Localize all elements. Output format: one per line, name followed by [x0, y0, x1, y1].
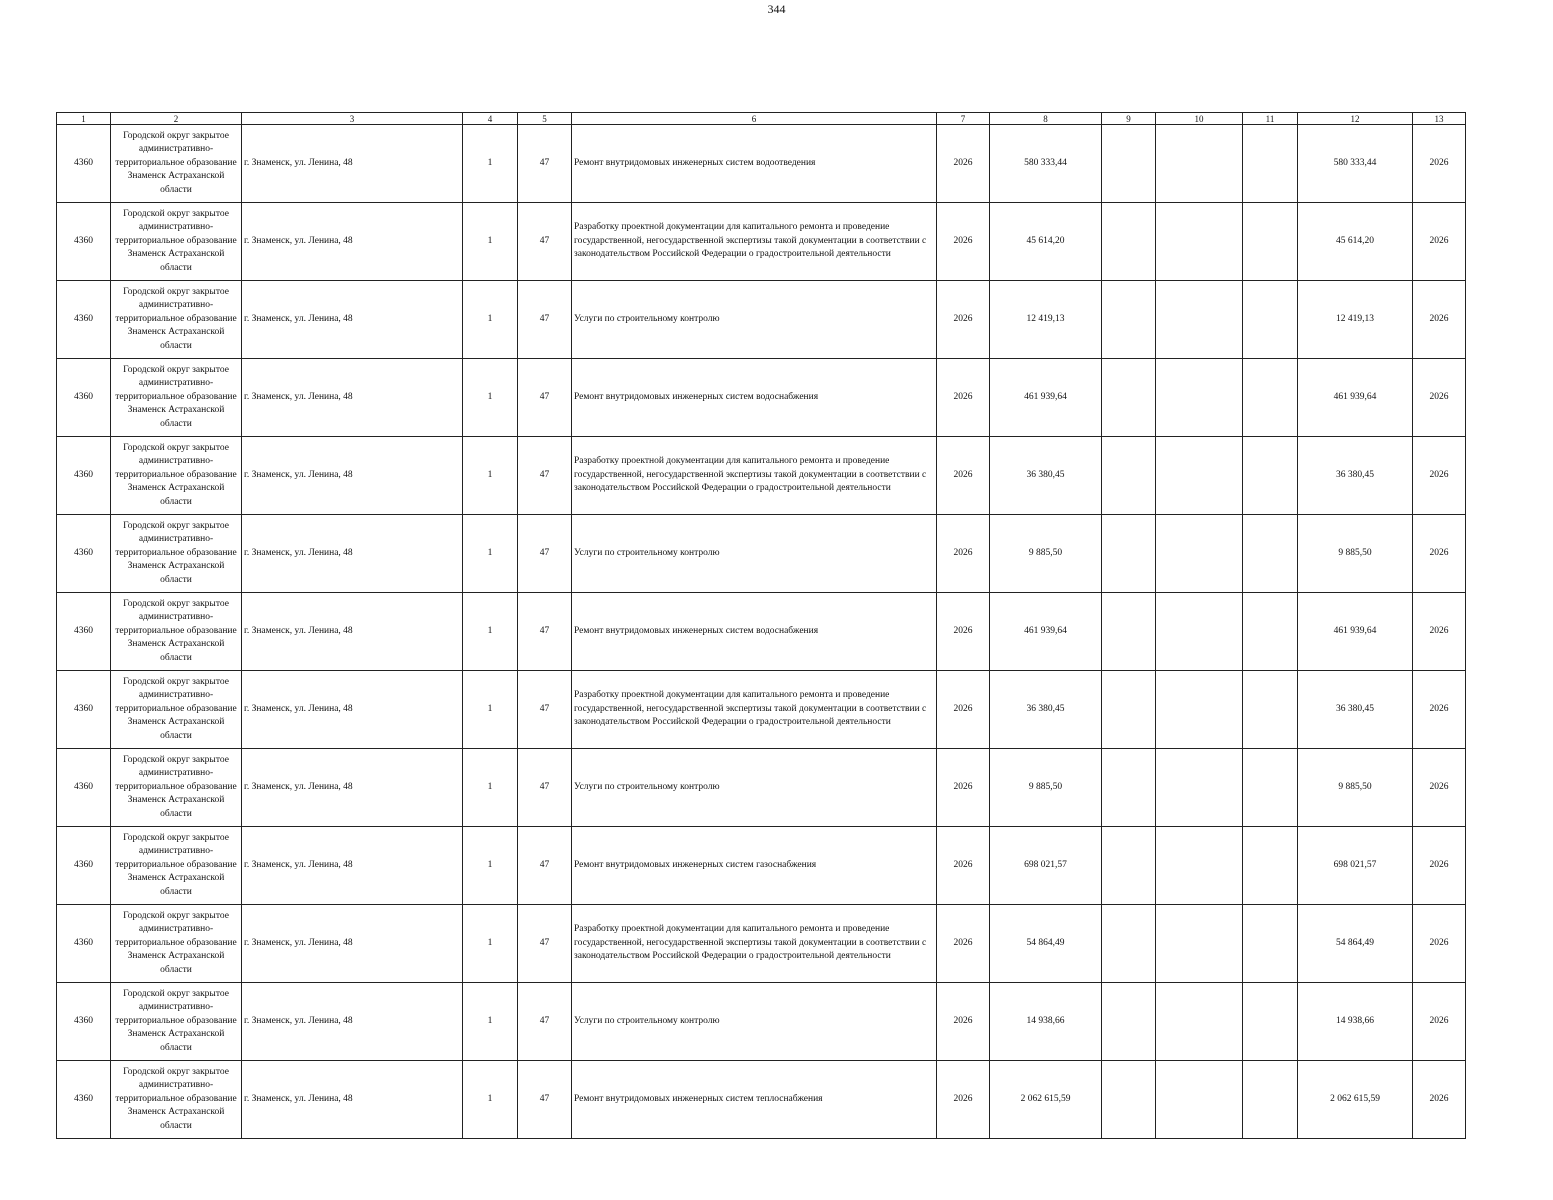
table-row [57, 359, 1466, 437]
cell-col-13: 2026 [1413, 749, 1466, 827]
cell-col-5: 47 [518, 359, 572, 437]
cell-col-13: 2026 [1413, 515, 1466, 593]
cell-col-5: 47 [518, 983, 572, 1061]
cell-col-11 [1243, 437, 1298, 515]
cell-col-6: Услуги по строительному контролю [572, 281, 937, 359]
column-header-7: 7 [937, 113, 990, 125]
cell-col-3: г. Знаменск, ул. Ленина, 48 [242, 749, 463, 827]
cell-col-1: 4360 [57, 671, 111, 749]
cell-col-6: Ремонт внутридомовых инженерных систем теплоснабжения [572, 1061, 937, 1139]
table-row [57, 203, 1466, 281]
cell-col-12: 461 939,64 [1298, 359, 1413, 437]
cell-col-3: г. Знаменск, ул. Ленина, 48 [242, 593, 463, 671]
cell-col-1: 4360 [57, 749, 111, 827]
cell-col-7: 2026 [937, 1061, 990, 1139]
cell-col-6: Ремонт внутридомовых инженерных систем водоотведения [572, 125, 937, 203]
cell-col-6: Разработку проектной документации для капитального ремонта и проведение государственной, негосударственной экспертизы такой документации в соответствии с законодательством Российской Федерации о градостроительной деятельности [572, 905, 937, 983]
cell-col-9 [1102, 125, 1156, 203]
cell-col-12: 36 380,45 [1298, 671, 1413, 749]
cell-col-2: Городской округ закрытое административно-территориальное образование Знаменск Астраханской области [111, 203, 242, 281]
header-row [57, 113, 1466, 125]
column-header-1: 1 [57, 113, 111, 125]
cell-col-11 [1243, 125, 1298, 203]
cell-col-4: 1 [463, 515, 518, 593]
cell-col-1: 4360 [57, 125, 111, 203]
cell-col-10 [1156, 515, 1243, 593]
cell-col-1: 4360 [57, 983, 111, 1061]
cell-col-2: Городской округ закрытое административно-территориальное образование Знаменск Астраханской области [111, 281, 242, 359]
cell-col-7: 2026 [937, 203, 990, 281]
column-header-13: 13 [1413, 113, 1466, 125]
cell-col-6: Разработку проектной документации для капитального ремонта и проведение государственной, негосударственной экспертизы такой документации в соответствии с законодательством Российской Федерации о градостроительной деятельности [572, 437, 937, 515]
cell-col-6: Разработку проектной документации для капитального ремонта и проведение государственной, негосударственной экспертизы такой документации в соответствии с законодательством Российской Федерации о градостроительной деятельности [572, 671, 937, 749]
cell-col-10 [1156, 905, 1243, 983]
column-header-8: 8 [990, 113, 1102, 125]
cell-col-9 [1102, 593, 1156, 671]
cell-col-9 [1102, 827, 1156, 905]
cell-col-9 [1102, 437, 1156, 515]
cell-col-11 [1243, 359, 1298, 437]
cell-col-5: 47 [518, 827, 572, 905]
cell-col-3: г. Знаменск, ул. Ленина, 48 [242, 281, 463, 359]
cell-col-7: 2026 [937, 749, 990, 827]
cell-col-8: 45 614,20 [990, 203, 1102, 281]
cell-col-8: 2 062 615,59 [990, 1061, 1102, 1139]
cell-col-13: 2026 [1413, 827, 1466, 905]
table-row [57, 905, 1466, 983]
cell-col-2: Городской округ закрытое административно-территориальное образование Знаменск Астраханской области [111, 671, 242, 749]
cell-col-8: 461 939,64 [990, 593, 1102, 671]
cell-col-9 [1102, 281, 1156, 359]
cell-col-9 [1102, 1061, 1156, 1139]
cell-col-7: 2026 [937, 593, 990, 671]
column-header-10: 10 [1156, 113, 1243, 125]
cell-col-8: 12 419,13 [990, 281, 1102, 359]
cell-col-10 [1156, 1061, 1243, 1139]
cell-col-5: 47 [518, 1061, 572, 1139]
cell-col-4: 1 [463, 593, 518, 671]
cell-col-8: 461 939,64 [990, 359, 1102, 437]
table-row [57, 281, 1466, 359]
cell-col-5: 47 [518, 125, 572, 203]
cell-col-10 [1156, 827, 1243, 905]
cell-col-1: 4360 [57, 437, 111, 515]
column-header-11: 11 [1243, 113, 1298, 125]
cell-col-2: Городской округ закрытое административно-территориальное образование Знаменск Астраханской области [111, 437, 242, 515]
cell-col-12: 36 380,45 [1298, 437, 1413, 515]
cell-col-8: 9 885,50 [990, 749, 1102, 827]
cell-col-4: 1 [463, 203, 518, 281]
column-header-2: 2 [111, 113, 242, 125]
cell-col-4: 1 [463, 1061, 518, 1139]
cell-col-4: 1 [463, 125, 518, 203]
cell-col-12: 461 939,64 [1298, 593, 1413, 671]
cell-col-12: 580 333,44 [1298, 125, 1413, 203]
cell-col-6: Услуги по строительному контролю [572, 983, 937, 1061]
cell-col-3: г. Знаменск, ул. Ленина, 48 [242, 1061, 463, 1139]
cell-col-13: 2026 [1413, 593, 1466, 671]
cell-col-11 [1243, 515, 1298, 593]
cell-col-3: г. Знаменск, ул. Ленина, 48 [242, 983, 463, 1061]
cell-col-8: 580 333,44 [990, 125, 1102, 203]
cell-col-10 [1156, 359, 1243, 437]
cell-col-2: Городской округ закрытое административно-территориальное образование Знаменск Астраханской области [111, 905, 242, 983]
cell-col-5: 47 [518, 203, 572, 281]
cell-col-4: 1 [463, 359, 518, 437]
page-number: 344 [767, 2, 786, 16]
table-row [57, 1061, 1466, 1139]
cell-col-3: г. Знаменск, ул. Ленина, 48 [242, 515, 463, 593]
cell-col-8: 36 380,45 [990, 671, 1102, 749]
cell-col-1: 4360 [57, 827, 111, 905]
cell-col-11 [1243, 827, 1298, 905]
cell-col-11 [1243, 905, 1298, 983]
cell-col-11 [1243, 281, 1298, 359]
cell-col-12: 12 419,13 [1298, 281, 1413, 359]
cell-col-6: Ремонт внутридомовых инженерных систем водоснабжения [572, 359, 937, 437]
cell-col-6: Разработку проектной документации для капитального ремонта и проведение государственной, негосударственной экспертизы такой документации в соответствии с законодательством Российской Федерации о градостроительной деятельности [572, 203, 937, 281]
cell-col-9 [1102, 905, 1156, 983]
cell-col-3: г. Знаменск, ул. Ленина, 48 [242, 203, 463, 281]
cell-col-7: 2026 [937, 437, 990, 515]
cell-col-12: 698 021,57 [1298, 827, 1413, 905]
cell-col-8: 14 938,66 [990, 983, 1102, 1061]
cell-col-11 [1243, 671, 1298, 749]
column-header-5: 5 [518, 113, 572, 125]
cell-col-1: 4360 [57, 593, 111, 671]
cell-col-6: Услуги по строительному контролю [572, 515, 937, 593]
cell-col-11 [1243, 593, 1298, 671]
cell-col-9 [1102, 983, 1156, 1061]
cell-col-6: Ремонт внутридомовых инженерных систем водоснабжения [572, 593, 937, 671]
cell-col-11 [1243, 983, 1298, 1061]
cell-col-4: 1 [463, 749, 518, 827]
cell-col-2: Городской округ закрытое административно-территориальное образование Знаменск Астраханской области [111, 749, 242, 827]
table-row [57, 983, 1466, 1061]
cell-col-10 [1156, 749, 1243, 827]
cell-col-1: 4360 [57, 359, 111, 437]
cell-col-8: 36 380,45 [990, 437, 1102, 515]
cell-col-10 [1156, 671, 1243, 749]
cell-col-7: 2026 [937, 905, 990, 983]
cell-col-7: 2026 [937, 125, 990, 203]
cell-col-3: г. Знаменск, ул. Ленина, 48 [242, 905, 463, 983]
cell-col-7: 2026 [937, 515, 990, 593]
cell-col-10 [1156, 203, 1243, 281]
cell-col-13: 2026 [1413, 671, 1466, 749]
cell-col-6: Ремонт внутридомовых инженерных систем газоснабжения [572, 827, 937, 905]
cell-col-5: 47 [518, 749, 572, 827]
cell-col-2: Городской округ закрытое административно-территориальное образование Знаменск Астраханской области [111, 1061, 242, 1139]
cell-col-12: 14 938,66 [1298, 983, 1413, 1061]
cell-col-4: 1 [463, 281, 518, 359]
table-body [57, 125, 1466, 1139]
table-row [57, 671, 1466, 749]
cell-col-3: г. Знаменск, ул. Ленина, 48 [242, 125, 463, 203]
cell-col-10 [1156, 281, 1243, 359]
cell-col-9 [1102, 515, 1156, 593]
table-row [57, 125, 1466, 203]
table-row [57, 749, 1466, 827]
cell-col-13: 2026 [1413, 203, 1466, 281]
cell-col-13: 2026 [1413, 359, 1466, 437]
cell-col-12: 2 062 615,59 [1298, 1061, 1413, 1139]
cell-col-13: 2026 [1413, 983, 1466, 1061]
table-row [57, 827, 1466, 905]
column-header-4: 4 [463, 113, 518, 125]
cell-col-10 [1156, 437, 1243, 515]
cell-col-1: 4360 [57, 203, 111, 281]
cell-col-2: Городской округ закрытое административно-территориальное образование Знаменск Астраханской области [111, 359, 242, 437]
cell-col-3: г. Знаменск, ул. Ленина, 48 [242, 359, 463, 437]
cell-col-6: Услуги по строительному контролю [572, 749, 937, 827]
cell-col-5: 47 [518, 671, 572, 749]
cell-col-1: 4360 [57, 905, 111, 983]
table-row [57, 593, 1466, 671]
cell-col-5: 47 [518, 905, 572, 983]
table-header [57, 113, 1466, 125]
cell-col-9 [1102, 359, 1156, 437]
cell-col-7: 2026 [937, 281, 990, 359]
cell-col-9 [1102, 203, 1156, 281]
cell-col-13: 2026 [1413, 1061, 1466, 1139]
cell-col-2: Городской округ закрытое административно-территориальное образование Знаменск Астраханской области [111, 515, 242, 593]
column-header-3: 3 [242, 113, 463, 125]
cell-col-2: Городской округ закрытое административно-территориальное образование Знаменск Астраханской области [111, 125, 242, 203]
cell-col-7: 2026 [937, 827, 990, 905]
cell-col-4: 1 [463, 827, 518, 905]
table-row [57, 515, 1466, 593]
cell-col-2: Городской округ закрытое административно-территориальное образование Знаменск Астраханской области [111, 593, 242, 671]
cell-col-3: г. Знаменск, ул. Ленина, 48 [242, 437, 463, 515]
cell-col-12: 45 614,20 [1298, 203, 1413, 281]
cell-col-8: 9 885,50 [990, 515, 1102, 593]
register-table [56, 112, 1466, 1139]
cell-col-3: г. Знаменск, ул. Ленина, 48 [242, 671, 463, 749]
column-header-12: 12 [1298, 113, 1413, 125]
cell-col-2: Городской округ закрытое административно-территориальное образование Знаменск Астраханской области [111, 983, 242, 1061]
cell-col-13: 2026 [1413, 281, 1466, 359]
cell-col-4: 1 [463, 983, 518, 1061]
cell-col-10 [1156, 983, 1243, 1061]
cell-col-8: 54 864,49 [990, 905, 1102, 983]
cell-col-10 [1156, 593, 1243, 671]
cell-col-7: 2026 [937, 359, 990, 437]
cell-col-12: 9 885,50 [1298, 749, 1413, 827]
cell-col-10 [1156, 125, 1243, 203]
column-header-6: 6 [572, 113, 937, 125]
cell-col-13: 2026 [1413, 437, 1466, 515]
cell-col-13: 2026 [1413, 905, 1466, 983]
cell-col-9 [1102, 671, 1156, 749]
cell-col-4: 1 [463, 437, 518, 515]
cell-col-4: 1 [463, 671, 518, 749]
cell-col-12: 54 864,49 [1298, 905, 1413, 983]
cell-col-1: 4360 [57, 515, 111, 593]
cell-col-11 [1243, 203, 1298, 281]
cell-col-1: 4360 [57, 281, 111, 359]
cell-col-2: Городской округ закрытое административно-территориальное образование Знаменск Астраханской области [111, 827, 242, 905]
cell-col-7: 2026 [937, 671, 990, 749]
cell-col-7: 2026 [937, 983, 990, 1061]
cell-col-8: 698 021,57 [990, 827, 1102, 905]
cell-col-1: 4360 [57, 1061, 111, 1139]
cell-col-12: 9 885,50 [1298, 515, 1413, 593]
cell-col-3: г. Знаменск, ул. Ленина, 48 [242, 827, 463, 905]
cell-col-5: 47 [518, 593, 572, 671]
cell-col-9 [1102, 749, 1156, 827]
cell-col-11 [1243, 749, 1298, 827]
cell-col-5: 47 [518, 281, 572, 359]
cell-col-5: 47 [518, 515, 572, 593]
table-row [57, 437, 1466, 515]
cell-col-13: 2026 [1413, 125, 1466, 203]
cell-col-4: 1 [463, 905, 518, 983]
column-header-9: 9 [1102, 113, 1156, 125]
cell-col-5: 47 [518, 437, 572, 515]
cell-col-11 [1243, 1061, 1298, 1139]
